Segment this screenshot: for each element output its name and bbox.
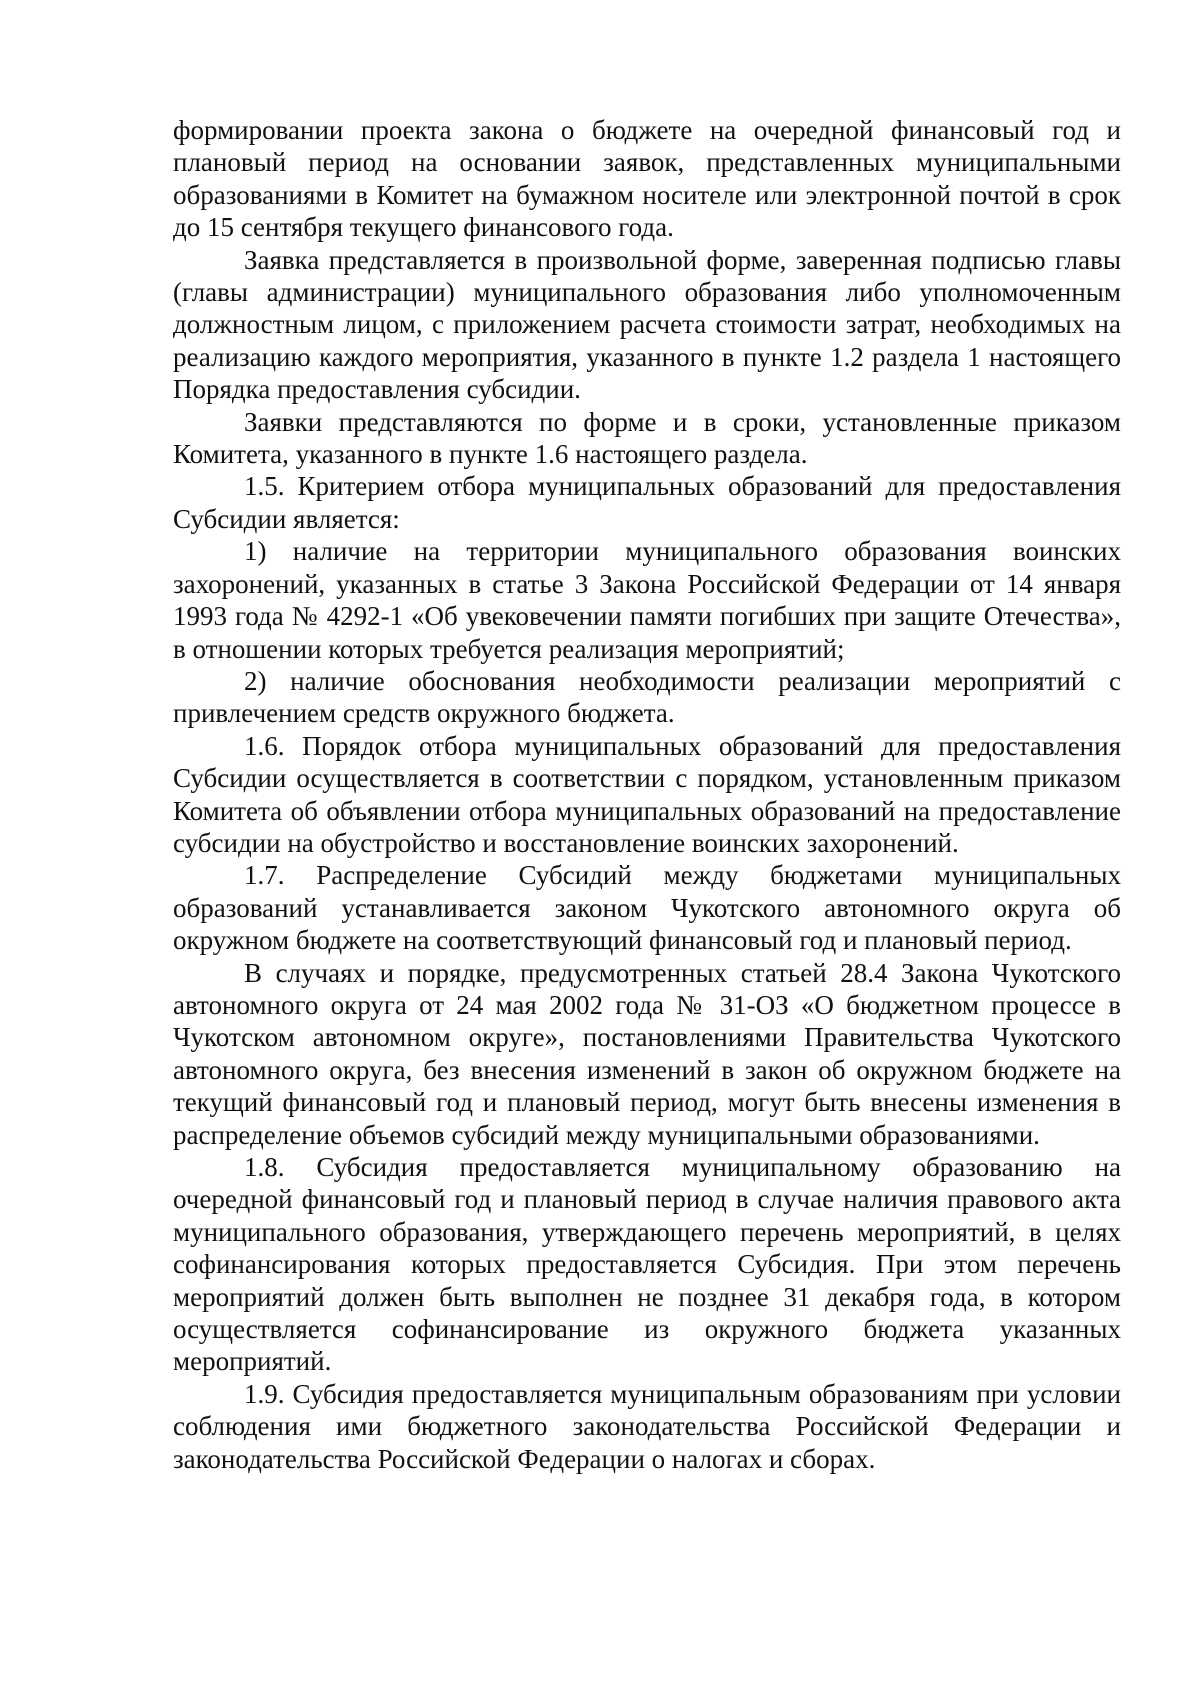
paragraph-1-6-selection-procedure: 1.6. Порядок отбора муниципальных образований для предоставления Субсидии осуществляется в соответствии с порядком, установленным приказом Комитета об объявлении отбора муниципальных образований на предоставление субсидии на обустройство и восстановление воинских захоронений. — [173, 730, 1121, 858]
document-page — [173, 114, 1121, 1475]
paragraph-application-deadline: формировании проекта закона о бюджете на очередной финансовый год и плановый период на основании заявок, представленных муниципальными образованиями в Комитет на бумажном носителе или электронной почтой в срок до 15 сентября текущего финансового года. — [173, 115, 1121, 243]
paragraph-1-5-criterion: 1.5. Критерием отбора муниципальных образований для предоставления Субсидии является: — [173, 471, 1121, 534]
paragraph-application-form: Заявка представляется в произвольной форме, заверенная подписью главы (главы администрации) муниципального образования либо уполномоченным должностным лицом, с приложением расчета стоимости затрат, необходимых на реализацию каждого мероприятия, указанного в пункте 1.2 раздела 1 настоящего Порядка предоставления субсидии. — [173, 244, 1121, 405]
paragraph-criterion-1: 1) наличие на территории муниципального образования воинских захоронений, указанных в статье 3 Закона Российской Федерации от 14 января 1993 года № 4292-1 «Об увековечении памяти погибших при защите Отечества», в отношении которых требуется реализация мероприятий; — [173, 536, 1121, 664]
paragraph-distribution-changes: В случаях и порядке, предусмотренных статьей 28.4 Закона Чукотского автономного округа от 24 мая 2002 года № 31-ОЗ «О бюджетном процессе в Чукотском автономном округе», постановлениями Правительства Чукотского автономного округа, без внесения изменений в закон об окружном бюджете на текущий финансовый год и плановый период, могут быть внесены изменения в распределение объемов субсидий между муниципальными образованиями. — [173, 957, 1121, 1150]
paragraph-criterion-2: 2) наличие обоснования необходимости реализации мероприятий с привлечением средств окружного бюджета. — [173, 665, 1121, 729]
paragraph-1-9-compliance: 1.9. Субсидия предоставляется муниципальным образованиям при условии соблюдения ими бюджетного законодательства Российской Федерации и законодательства Российской Федерации о налогах и сборах. — [173, 1378, 1121, 1474]
paragraph-1-8-conditions: 1.8. Субсидия предоставляется муниципальному образованию на очередной финансовый год и плановый период в случае наличия правового акта муниципального образования, утверждающего перечень мероприятий, в целях софинансирования которых предоставляется Субсидия. При этом перечень мероприятий должен быть выполнен не позднее 31 декабря года, в котором осуществляется софинансирование из окружного бюджета указанных мероприятий. — [173, 1152, 1121, 1377]
paragraph-1-7-distribution: 1.7. Распределение Субсидий между бюджетами муниципальных образований устанавливается законом Чукотского автономного округа об окружном бюджете на соответствующий финансовый год и плановый период. — [173, 860, 1121, 956]
paragraph-application-terms: Заявки представляются по форме и в сроки, установленные приказом Комитета, указанного в пункте 1.6 настоящего раздела. — [173, 406, 1121, 470]
